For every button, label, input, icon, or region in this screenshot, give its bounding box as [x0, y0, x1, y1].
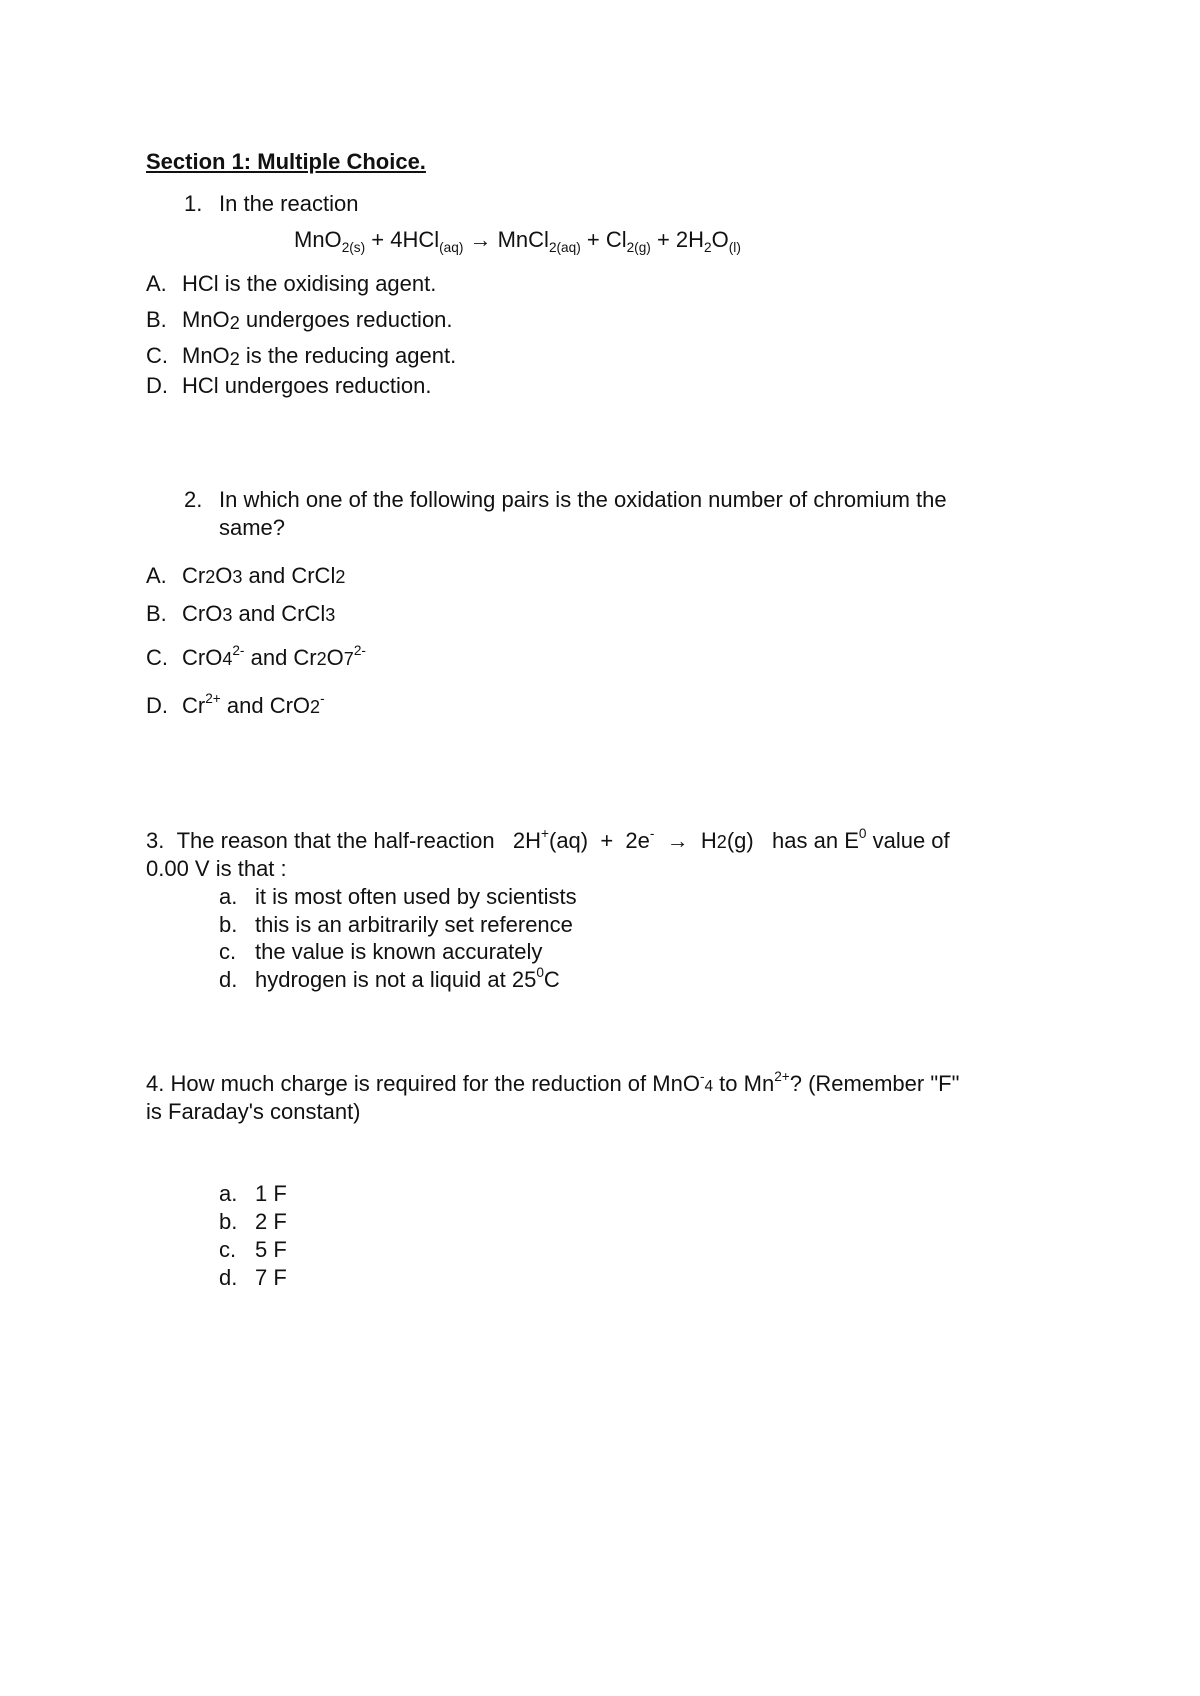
option-d: d. 7 F	[219, 1265, 287, 1290]
question-number: 2.	[184, 487, 203, 512]
option-a: A. Cr2O3 and CrCl2	[146, 563, 346, 588]
option-b: b. this is an arbitrarily set reference	[219, 912, 573, 937]
question-prompt-line-2: same?	[219, 515, 286, 540]
option-a: a. 1 F	[219, 1181, 287, 1206]
option-d: D. HCl undergoes reduction.	[146, 373, 432, 398]
option-d: D. $Cr^{2+}$ and CrO2-	[146, 690, 325, 718]
option-d: d. hydrogen is not a liquid at $25^0C$	[219, 964, 560, 992]
option-b: B. CrO3 and CrCl3	[146, 601, 336, 626]
option-c: C. MnO$_2$ is the reducing agent.	[146, 343, 457, 369]
option-c: c. 5 F	[219, 1237, 287, 1262]
question-prompt: In the reaction	[219, 191, 359, 216]
question-prompt-line-1: In which one of the following pairs is the oxidation number of chromium the	[219, 487, 947, 512]
reaction-equation: MnO$_{2(s)}$ + 4HCl$_{(aq)}$ → MnCl$_{2(aq)}$ + $Cl_{2(g)} + 2H_2O_{(l)}$	[294, 227, 741, 255]
question-prompt-line-1: 3. The reason that the half-reaction 2H+(aq) + 2e- → H2(g) has an $E^0$ value of	[146, 825, 950, 853]
question-prompt-line-1: 4. How much charge is required for the reduction of MnO-4 to $Mn^{2+}$? (Remember "F"	[146, 1068, 960, 1096]
option-b: b. 2 F	[219, 1209, 287, 1234]
question-prompt-line-2: is Faraday's constant)	[146, 1099, 361, 1124]
option-c: c. the value is known accurately	[219, 939, 543, 964]
option-a: a. it is most often used by scientists	[219, 884, 577, 909]
option-b: B. MnO$_2$ undergoes reduction.	[146, 307, 453, 333]
option-c: C. $CrO4^{2-}$ and $Cr2O7^{2-}$	[146, 642, 366, 670]
option-a: A. HCl is the oxidising agent.	[146, 271, 437, 296]
question-prompt-line-2: 0.00 V is that :	[146, 856, 287, 881]
section-title: Section 1: Multiple Choice.	[146, 149, 426, 174]
question-number: 1.	[184, 191, 203, 216]
